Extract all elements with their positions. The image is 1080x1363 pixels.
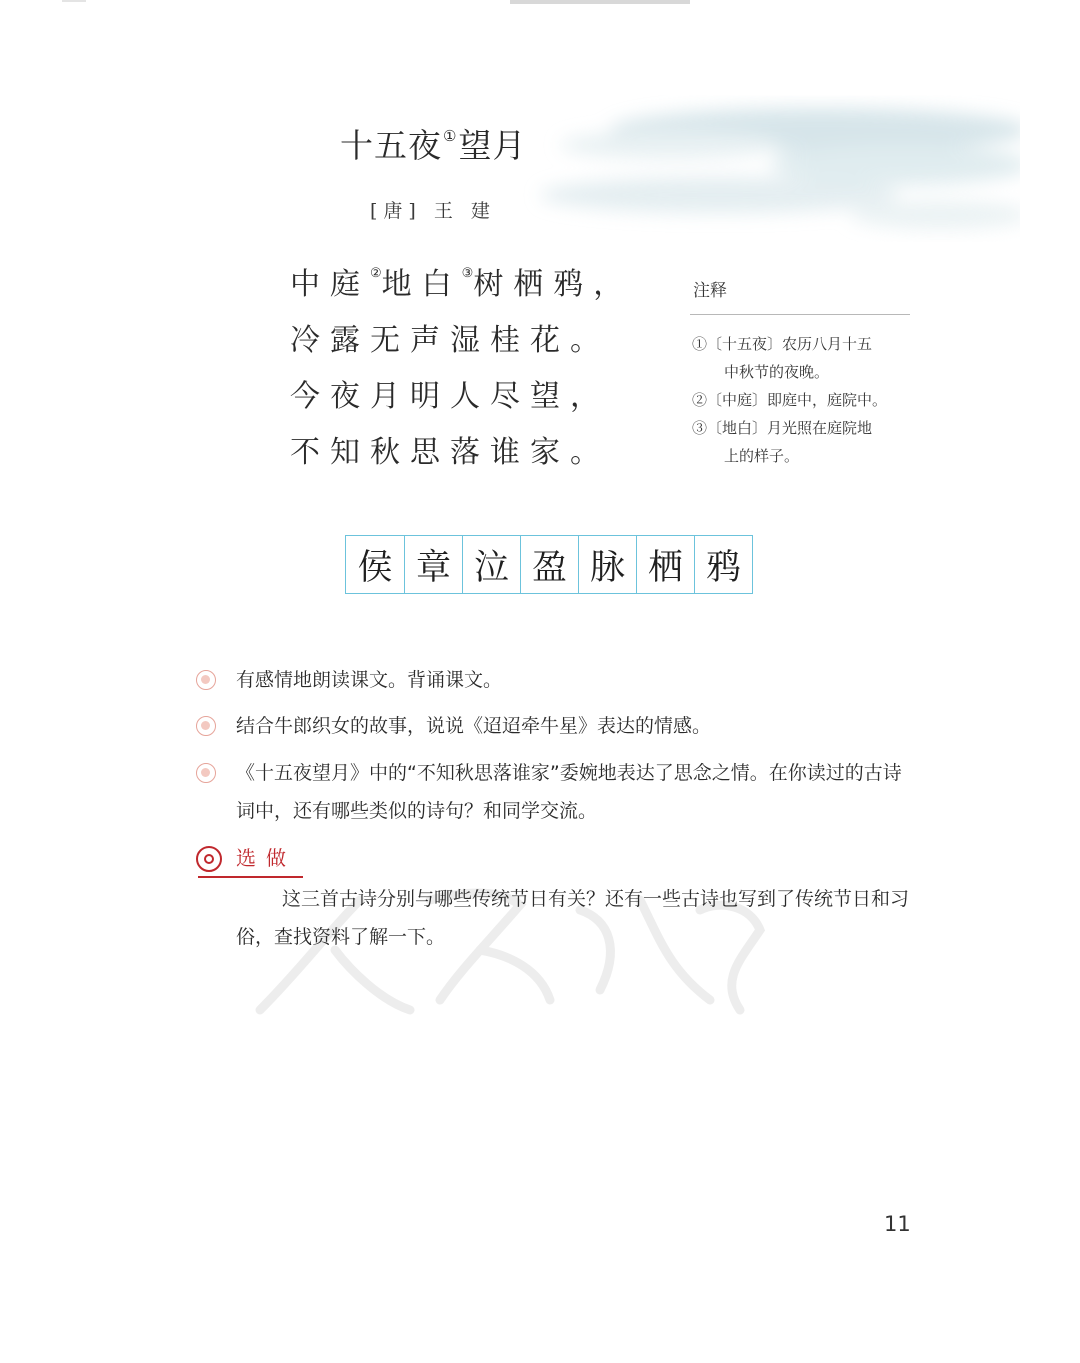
- footnote-marker: ①: [443, 127, 458, 145]
- exercise-text: 结合牛郎织女的故事，说说《迢迢牵牛星》表达的情感。: [236, 715, 712, 737]
- character-cell: 栖: [636, 536, 694, 593]
- bullet-dot-icon: [196, 763, 216, 783]
- note-item: ③〔地白〕月光照在庭院地: [692, 419, 873, 437]
- note-item: ②〔中庭〕即庭中，庭院中。: [692, 391, 888, 409]
- note-item: ①〔十五夜〕农历八月十五: [692, 335, 873, 353]
- footnote-marker: ③: [461, 266, 474, 281]
- exercise-item: [196, 661, 916, 699]
- cloud-decoration-icon: [520, 90, 1020, 260]
- top-left-divider: [62, 0, 86, 2]
- poem-title: [340, 120, 526, 167]
- optional-task-icon: [196, 846, 222, 872]
- character-cell: 盈: [520, 536, 578, 593]
- optional-task-underline: [198, 876, 303, 878]
- poem-line-2: 冷露无声湿桂花。: [290, 323, 610, 358]
- exercise-text: 《十五夜望月》中的“不知秋思落谁家”委婉地表达了思念之情。在你读过的古诗词中，还有哪些类似的诗句？和同学交流。: [236, 762, 902, 822]
- notes-divider: [690, 314, 910, 315]
- title-part-2: 望月: [458, 126, 527, 165]
- note-item-continuation: 中秋节的夜晚。: [724, 363, 830, 381]
- character-cell: 泣: [462, 536, 520, 593]
- poem-line-1: [290, 252, 633, 313]
- poem-line-4: 不知秋思落谁家。: [290, 435, 610, 470]
- bullet-dot-icon: [196, 670, 216, 690]
- poem-author: [唐] 王 建: [370, 200, 496, 222]
- notes-heading: 注释: [693, 281, 727, 301]
- character-cell: 章: [404, 536, 462, 593]
- notes-list: [692, 330, 932, 470]
- exercise-item: [196, 707, 916, 745]
- poem-line-1-part-a: 中庭: [290, 267, 370, 302]
- note-item-continuation: 上的样子。: [724, 447, 800, 465]
- poem-line-1-part-c: 树栖鸦，: [473, 267, 634, 302]
- poem-line-3: 今夜月明人尽望，: [290, 379, 610, 414]
- exercise-item: [196, 754, 916, 830]
- exercise-text: 有感情地朗读课文。背诵课文。: [236, 669, 503, 691]
- optional-task-label: 选做: [236, 846, 296, 870]
- top-header-fragment: [510, 0, 690, 4]
- character-cell: 侯: [357, 547, 393, 588]
- page-number: 11: [884, 1212, 911, 1236]
- footnote-marker: ②: [370, 266, 382, 281]
- poem-body: [290, 252, 633, 481]
- character-cell: 脉: [578, 536, 636, 593]
- poem-line-1-part-b: 地白: [381, 267, 462, 302]
- bullet-dot-icon: [196, 716, 216, 736]
- new-characters-grid: [345, 535, 753, 594]
- title-part-1: 十五夜: [340, 126, 442, 165]
- character-cell: 鸦: [694, 536, 752, 593]
- optional-task-text: 这三首古诗分别与哪些传统节日有关？还有一些古诗也写到了传统节日和习俗，查找资料了解一下。: [236, 888, 910, 948]
